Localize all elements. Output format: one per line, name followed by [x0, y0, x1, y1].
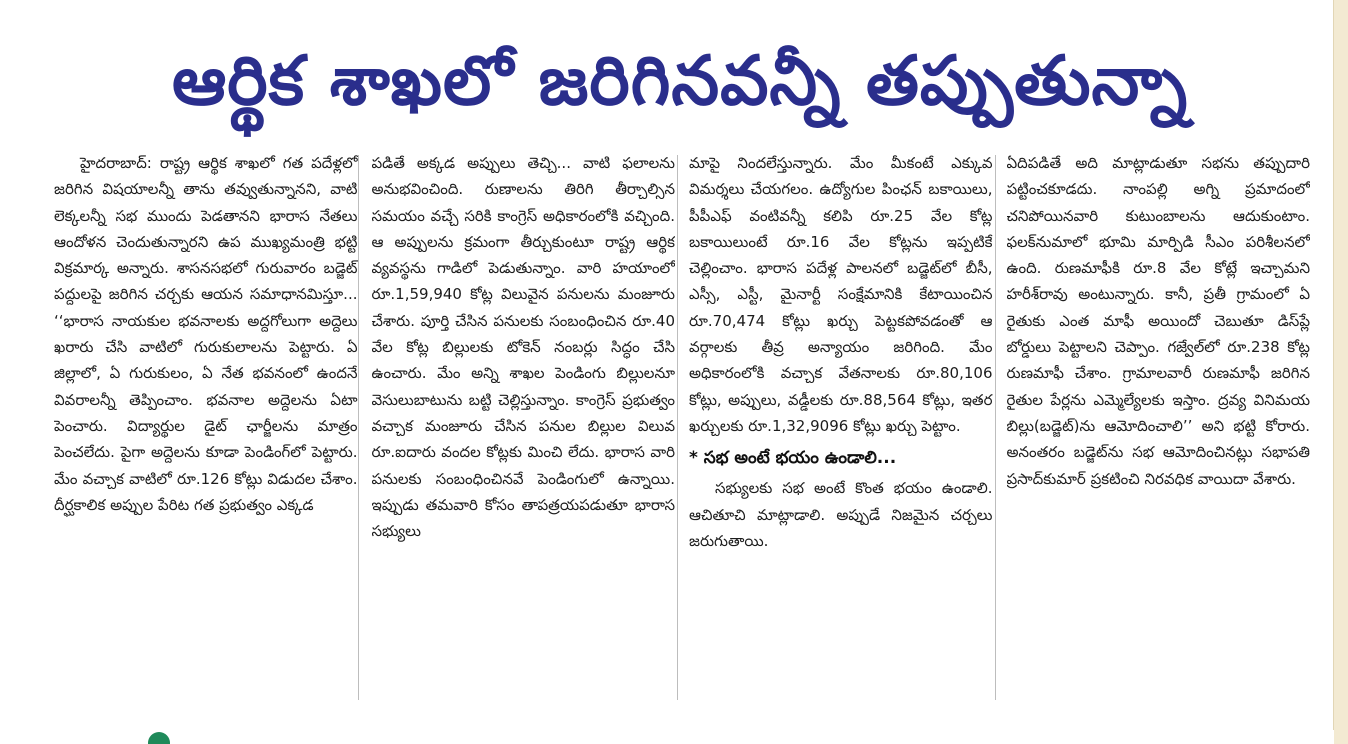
paragraph: పడితే అక్కడ అప్పులు తెచ్చి... వాటి ఫలాలను అనుభవించింది. రుణాలను తిరిగి తీర్చాల్సిన సమయం వచ్చే సరికి కాంగ్రెస్ అధికారంలోకి వచ్చింది. ఆ అప్పులను క్రమంగా తీర్చుకుంటూ రాష్ట్ర ఆర్థిక వ్యవస్థను గాడిలో పెడుతున్నాం. వారి హయాంలో రూ.1,59,940 కోట్ల విలువైన పనులను మంజూరు చేశారు. పూర్తి చేసిన పనులకు సంబంధించిన రూ.40 వేల కోట్ల బిల్లులకు టోకెన్ నంబర్లు సిద్ధం చేసి ఉంచారు. మేం అన్ని శాఖల పెండింగు బిల్లులనూ వెసులుబాటును బట్టి చెల్లిస్తున్నాం. కాంగ్రెస్ ప్రభుత్వం వచ్చాక మంజూరు చేసిన పనుల బిల్లుల విలువ రూ.ఐదారు వందల కోట్లకు మించి లేదు. భారాస వారి పనులకు సంబంధించినవే పెండింగులో ఉన్నాయి. ఇప్పుడు తమవారి కోసం తాపత్రయపడుతూ భారాస సభ్యులు	[371, 154, 675, 541]
paragraph: హైదరాబాద్: రాష్ట్ర ఆర్థిక శాఖలో గత పదేళ్లలో జరిగిన విషయాలన్నీ తాను తవ్వుతున్నానని, వాటి లెక్కలన్నీ సభ ముందు పెడతానని భారాస నేతలు ఆందోళన చెందుతున్నారని ఉప ముఖ్యమంత్రి భట్టి విక్రమార్క అన్నారు. శాసనసభలో గురువారం బడ్జెట్ పద్దులపై జరిగిన చర్చకు ఆయన సమాధానమిస్తూ... ‘‘భారాస నాయకుల భవనాలకు అద్దగోలుగా అద్దెలు ఖరారు చేసి వాటిలో గురుకులాలను పెట్టారు. ఏ జిల్లాలో, ఏ గురుకులం, ఏ నేత భవనంలో ఉందనే వివరాలన్నీ తెప్పించాం. భవనాల అద్దెలను ఏటా పెంచారు. విద్యార్థుల డైట్ ఛార్జీలను మాత్రం పెంచలేదు. పైగా అద్దెలను కూడా పెండింగ్‌లో పెట్టారు. మేం వచ్చాక వాటిలో రూ.126 కోట్లు విడుదల చేశాం. దీర్ఘకాలిక అప్పుల పేరిట గత ప్రభుత్వం ఎక్కడ	[54, 154, 358, 514]
subheading: * సభ అంటే భయం ఉండాలి...	[689, 448, 897, 469]
article-column-4	[1007, 150, 1311, 710]
paragraph: సభ్యులకు సభ అంటే కొంత భయం ఉండాలి. ఆచితూచి మాట్లాడాలి. అప్పుడే నిజమైన చర్చలు జరుగుతాయి.	[689, 479, 993, 550]
article-column-3	[689, 150, 993, 710]
article-body	[54, 150, 1310, 710]
paragraph: ఏదిపడితే అది మాట్లాడుతూ సభను తప్పుదారి పట్టించకూడదు. నాంపల్లి అగ్ని ప్రమాదంలో చనిపోయినవారి కుటుంబాలను ఆదుకుంటాం. ఫలక్‌నుమాలో భూమి మార్పిడి సీఎం పరిశీలనలో ఉంది. రుణమాఫీకి రూ.8 వేల కోట్లే ఇచ్చామని హరీశ్‌రావు అంటున్నారు. కానీ, ప్రతీ గ్రామంలో ఏ రైతుకు ఎంత మాఫీ అయిందో చెబుతూ డిస్‌ప్లే బోర్డులు పెట్టాలని చెప్పాం. గజ్వేల్‌లో రూ.238 కోట్ల రుణమాఫీ చేశాం. గ్రామాలవారీ రుణమాఫీ జరిగిన రైతుల పేర్లను ఎమ్మెల్యేలకు ఇస్తాం. ద్రవ్య వినిమయ బిల్లు(బడ్జెట్)ను ఆమోదించాలి’’ అని భట్టి కోరారు. అనంతరం బడ్జెట్‌ను సభ ఆమోదించినట్లు సభాపతి ప్రసాద్‌కుమార్ ప్రకటించి నిరవధిక వాయిదా వేశారు.	[1006, 154, 1310, 488]
paragraph: మాపై నిందలేస్తున్నారు. మేం మీకంటే ఎక్కువ విమర్శలు చేయగలం. ఉద్యోగుల పింఛన్ బకాయిలు, పీపీఎఫ్ వంటివన్నీ కలిపి రూ.25 వేల కోట్ల బకాయిలుంటే రూ.16 వేల కోట్లను ఇప్పటికే చెల్లించాం. భారాస పదేళ్ల పాలనలో బడ్జెట్‌లో బీసీ, ఎస్సీ, ఎస్టీ, మైనార్టీ సంక్షేమానికి కేటాయించిన రూ.70,474 కోట్లు ఖర్చు పెట్టకపోవడంతో ఆ వర్గాలకు తీవ్ర అన్యాయం జరిగింది. మేం అధికారంలోకి వచ్చాక వేతనాలకు రూ.80,106 కోట్లు, అప్పులు, వడ్డీలకు రూ.88,564 కోట్లు, ఇతర ఖర్చులకు రూ.1,32,9096 కోట్లు ఖర్చు పెట్టాం.	[689, 154, 993, 435]
article-column-1	[54, 150, 358, 710]
next-article-edge	[0, 730, 1334, 744]
headline: ఆర్థిక శాఖలో జరిగినవన్నీ తప్పుతున్నా	[171, 42, 1189, 121]
green-graphic-icon	[148, 732, 170, 744]
article-column-2	[372, 150, 676, 710]
page-edge-strip	[1333, 0, 1348, 744]
